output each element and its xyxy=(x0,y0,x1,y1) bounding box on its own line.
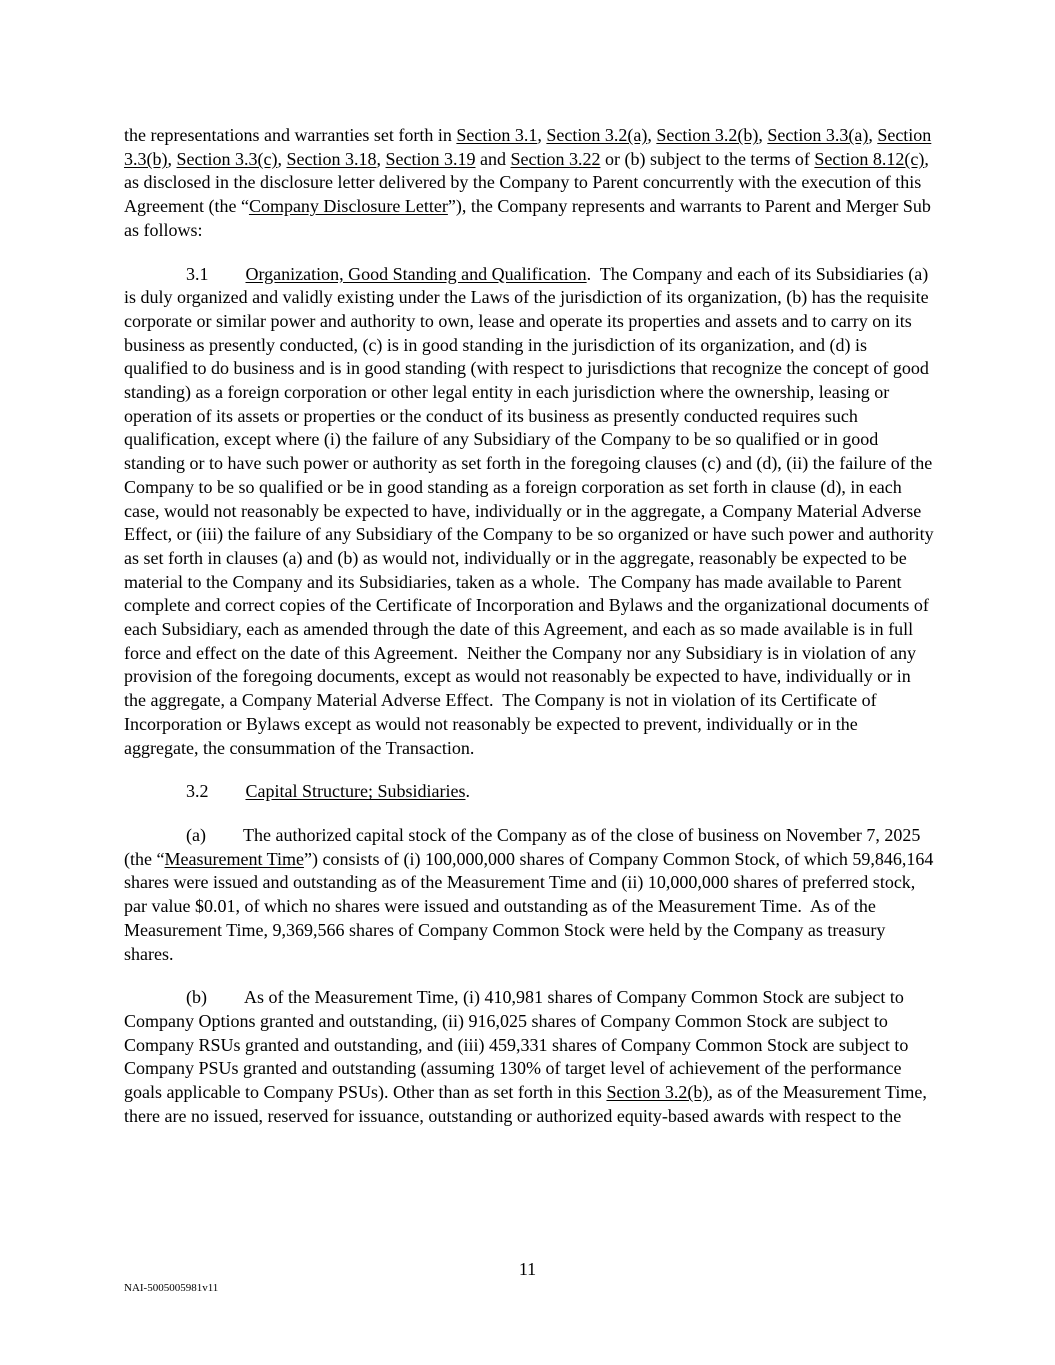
clause-text: As of the Measurement Time, (i) 410,981 shares of Company Common Stock are subject to Company Options granted and outstanding, (ii) 916,025 shares of Company Common Stock are subject to Company RSUs granted and outstanding, and (iii) 459,331 shares of Company Common Stock are subject to Company PSUs granted and outstanding (assuming 130% of target level of achievement of the performance goals applicable to Company PSUs). Other than as set forth in this xyxy=(124,987,909,1103)
section-ref-3-3a: Section 3.3(a) xyxy=(767,125,869,145)
section-ref-3-1: Section 3.1 xyxy=(456,125,538,145)
section-ref-3-2b: Section 3.2(b) xyxy=(606,1082,709,1103)
clause-text: The authorized capital stock of the Company as of the close of business on November 7, 2025 (the “ xyxy=(124,824,921,869)
intro-paragraph xyxy=(124,124,934,243)
section-ref-3-18: Section 3.18 xyxy=(286,148,377,169)
intro-text: or (b) subject to the terms of xyxy=(600,148,815,169)
section-3-2-heading xyxy=(124,780,934,804)
section-ref-3-22: Section 3.22 xyxy=(510,148,601,169)
intro-text: , xyxy=(277,148,287,169)
section-ref-3-19: Section 3.19 xyxy=(385,148,476,169)
defined-term-company-disclosure-letter: Company Disclosure Letter xyxy=(248,196,448,217)
section-ref-3-3b: Section 3.3(b) xyxy=(124,125,932,169)
section-heading: Capital Structure; Subsidiaries xyxy=(245,781,466,802)
section-heading: Organization, Good Standing and Qualification xyxy=(245,263,587,284)
section-number: 3.1 xyxy=(186,263,209,284)
section-ref-3-2b: Section 3.2(b) xyxy=(656,125,759,145)
intro-text: , xyxy=(376,148,386,169)
intro-text: , xyxy=(537,125,547,145)
section-ref-3-2a: Section 3.2(a) xyxy=(546,125,648,145)
heading-punctuation: . xyxy=(465,781,470,802)
section-number: 3.2 xyxy=(186,781,209,802)
clause-b-paragraph xyxy=(124,986,934,1128)
section-3-1-paragraph xyxy=(124,263,939,761)
section-body: The Company and each of its Subsidiaries (a) is duly organized and validly existing under the Laws of the jurisdiction of its organization, (b) has the requisite corporate or similar power and authority to own, lease and operate its properties and assets and to carry on its business as presently conducted, (c) is in good standing in the jurisdiction of its organization, and (d) is qualified to do business and is in good standing (with respect to jurisdictions that recognize the concept of good standing) as a foreign corporation or other legal entity in each jurisdiction where the ownership, leasing or operation of its assets or properties or the conduct of its business as presently conducted requires such qualification, except where (i) the failure of any Subsidiary of the Company to be so qualified or in good standing or to have such power or authority as set forth in the foregoing clauses (c) and (d), (ii) the failure of the Company to be so qualified or be in good standing as a foreign corporation as set forth in clause (d), in each case, would not reasonably be expected to have, individually or in the aggregate, a Company Material Adverse Effect, or (iii) the failure of any Subsidiary of the Company to be so organized or have such power and authority as set forth in clauses (a) and (b) as would not, individually or in the aggregate, reasonably be expected to be material to the Company and its Subsidiaries, taken as a whole. The Company has made available to Parent complete and correct copies of the Certificate of Incorporation and Bylaws and the organizational documents of each Subsidiary, each as amended through the date of this Agreement, and each as so made available is in full force and effect on the date of this Agreement. Neither the Company nor any Subsidiary is in violation of any provision of the foregoing documents, except as would not reasonably be expected to have, individually or in the aggregate, a Company Material Adverse Effect. The Company is not in violation of its Certificate of Incorporation or Bylaws except as would not reasonably be expected to prevent, individually or in the aggregate, the consummation of the Transaction. xyxy=(124,263,939,758)
defined-term-measurement-time: Measurement Time xyxy=(164,848,304,869)
intro-text: , xyxy=(647,125,657,145)
section-ref-8-12c: Section 8.12(c) xyxy=(814,148,925,169)
intro-text: ”), the Company represents and warrants to Parent and Merger Sub as follows: xyxy=(124,196,931,240)
document-page xyxy=(124,124,939,1148)
clause-label: (a) xyxy=(186,824,206,845)
page-number: 11 xyxy=(518,1259,537,1279)
clause-text: ”) consists of (i) 100,000,000 shares of Company Common Stock, of which 59,846,164 shares were issued and outstanding as of the Measurement Time and (ii) 10,000,000 shares of preferred stock, par value $0.01, of which no shares were issued and outstanding as of the Measurement Time. As of the Measurement Time, 9,369,566 shares of Company Common Stock were held by the Company as treasury shares. xyxy=(124,848,938,964)
clause-label: (b) xyxy=(186,987,207,1008)
intro-text: and xyxy=(475,148,511,169)
intro-text: , as disclosed in the disclosure letter delivered by the Company to Parent concurrently with the execution of this Agreement (the “ xyxy=(124,148,929,217)
intro-text: the representations and warranties set forth in xyxy=(124,125,457,145)
intro-text: , xyxy=(758,125,768,145)
clause-a-paragraph xyxy=(124,824,938,966)
intro-text: , xyxy=(167,148,177,169)
clause-text: , as of the Measurement Time, there are no issued, reserved for issuance, outstanding or authorized equity-based awards with respect to the xyxy=(124,1082,927,1126)
document-id: NAI-5005005981v11 xyxy=(124,1282,219,1294)
intro-text: , xyxy=(868,125,878,145)
section-ref-3-3c: Section 3.3(c) xyxy=(176,148,278,169)
heading-punctuation: . xyxy=(586,263,592,284)
